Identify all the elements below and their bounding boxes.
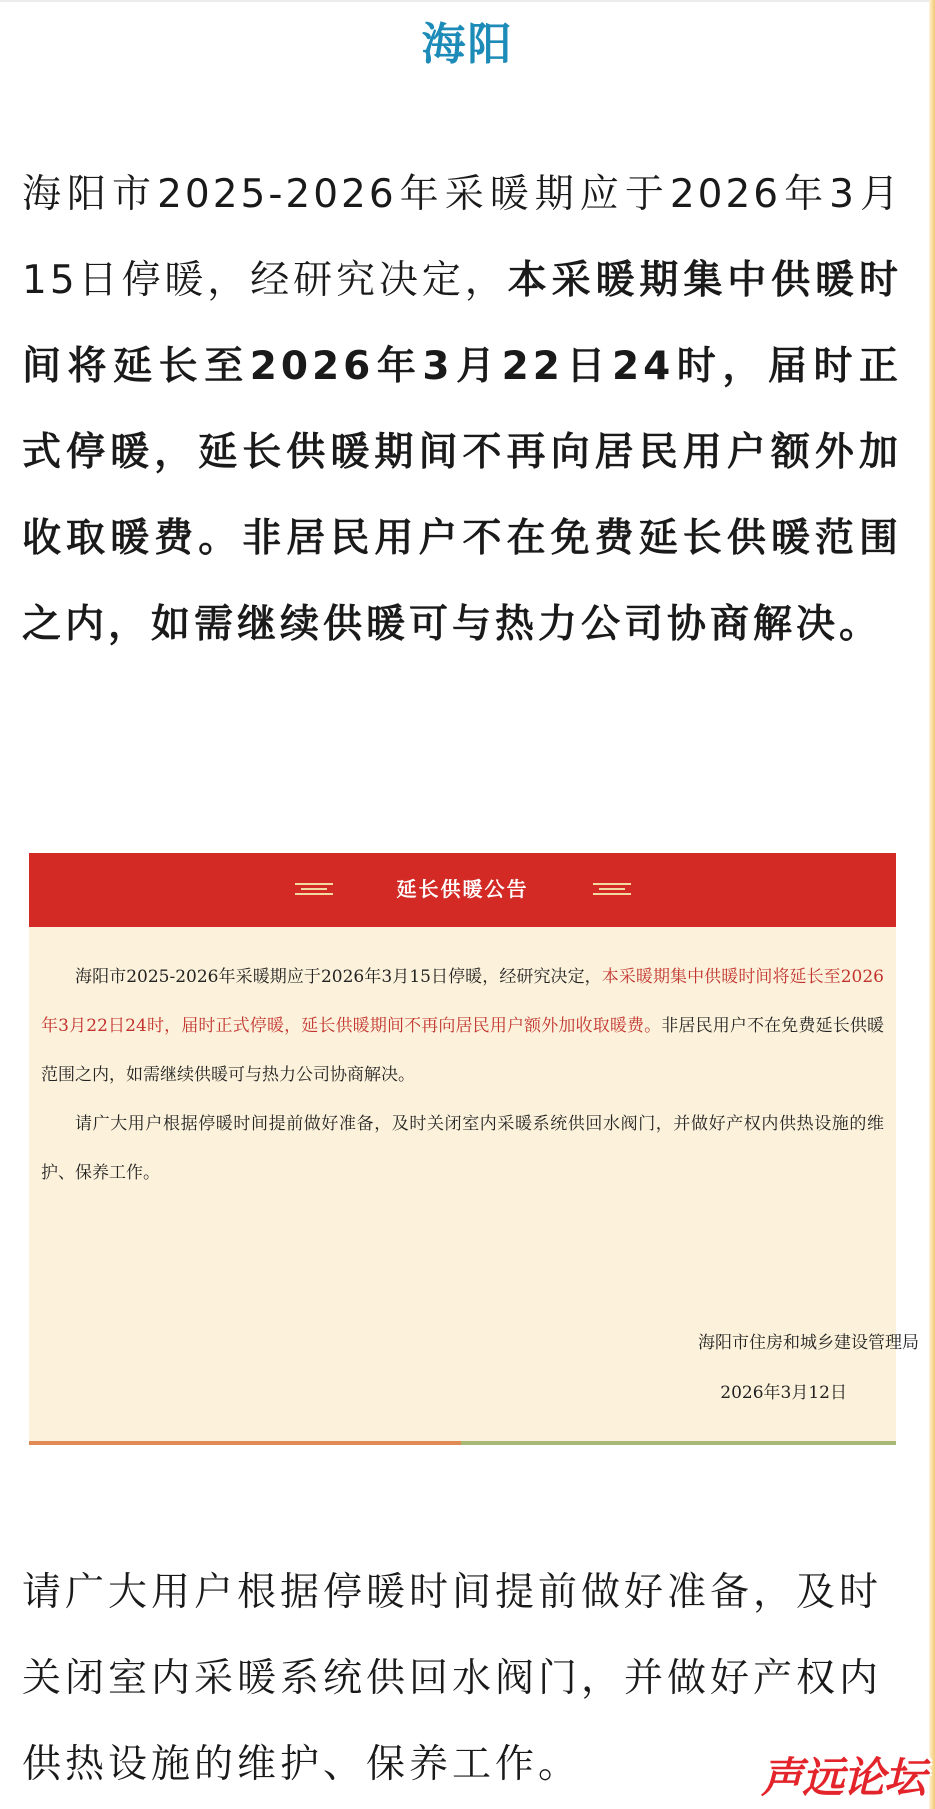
notice-paragraph-1	[41, 953, 884, 1100]
notice-header	[29, 853, 896, 927]
outro-paragraph: 请广大用户根据停暖时间提前做好准备，及时关闭室内采暖系统供回水阀门，并做好产权内供热设施的维护、保养工作。	[22, 1570, 883, 1787]
right-edge-decoration	[929, 0, 935, 1809]
city-title: 海阳	[421, 19, 514, 70]
watermark-logo: 声远论坛	[760, 1753, 925, 1802]
top-divider	[0, 0, 935, 2]
notice-para1-tail: 非居民用户不在免费延长供暖范围之内，如需继续供暖可与热力公司协商解决。	[41, 1016, 885, 1085]
notice-bottom-bar-orange	[29, 1441, 461, 1445]
notice-image	[29, 853, 896, 1443]
notice-date: 2026年3月12日	[720, 1383, 847, 1403]
notice-issuer: 海阳市住房和城乡建设管理局	[698, 1333, 919, 1353]
notice-title: 延长供暖公告	[396, 877, 529, 901]
notice-body	[41, 953, 884, 1198]
decor-lines-right-icon	[593, 881, 631, 897]
intro-plain-text: 海阳市2025-2026年采暖期应于2026年3月15日停暖，经研究决定，	[22, 172, 902, 303]
notice-para1-highlight: 本采暖期集中供暖时间将延长至2026年3月22日24时，届时正式停暖，延长供暖期间不再向居民用户额外加收取暖费。	[41, 967, 885, 1036]
notice-bottom-bar-green	[461, 1441, 896, 1445]
notice-para1-plain: 海阳市2025-2026年采暖期应于2026年3月15日停暖，经研究决定，	[75, 967, 602, 987]
intro-bold-text: 本采暖期集中供暖时间将延长至2026年3月22日24时，届时正式停暖，延长供暖期间不再向居民用户额外加收取暖费。非居民用户不在免费延长供暖范围之内，如需继续供暖可与热力公司协商解决。	[22, 258, 902, 647]
notice-paragraph-2: 请广大用户根据停暖时间提前做好准备，及时关闭室内采暖系统供回水阀门，并做好产权内供热设施的维护、保养工作。	[41, 1114, 884, 1183]
intro-paragraph	[22, 152, 902, 668]
